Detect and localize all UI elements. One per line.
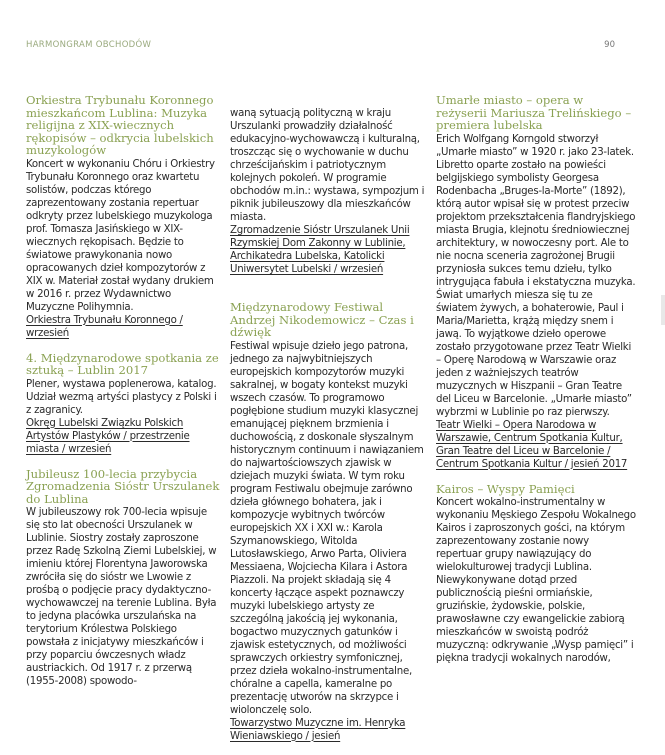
article-body: Erich Wolfgang Korngold stworzył „Umarłe miasto” w 1920 r. jako 23-latek. Libretto oparte zostało na powieści belgijskiego symbolisty Georgesa Rodenbacha „Bruges-la-Morte” (1892), którą autor wpisał się w protest przeciw projektom przekształcenia flandryjskiego miasta Brugia, klejnotu średniowiecznej architektury, w nowoczesny port. Ale to nie nocna sceneria zagrożonej Brugii przyniosła sukces temu dziełu, tylko intrygująca fabuła i ekstatyczna muzyka. Świat umarłych miesza się tu ze światem żywych, a bohaterowie, Paul i Maria/Marietta, krążą między snem i jawą. To wyjątkowe dzieło operowe zostało przygotowane przez Teatr Wielki – Operę Narodową w Warszawie oraz jeden z ważniejszych teatrów muzycznych w Hiszpanii – Gran Teatre del Liceu w Barcelonie. „Umarłe miasto” wybrzmi w Lublinie po raz pierwszy. — [436, 133, 636, 418]
article-heading: Międzynarodowy Festiwal Andrzej Nikodemowicz – Czas i dźwięk — [230, 300, 414, 339]
column-1 — [26, 94, 222, 700]
article-umarle-miasto — [436, 94, 636, 471]
article-festiwal — [230, 301, 426, 743]
page-edge-mark — [661, 295, 665, 325]
page-number: 90 — [604, 40, 615, 50]
article-body: Plener, wystawa poplenerowa, katalog. Udział wezmą artyści plastycy z Polski i z zagranicy. — [26, 378, 217, 416]
article-credit-link[interactable]: Okręg Lubelski Związku Polskich Artystów Plastyków / przestrzenie miasta / wrzesień — [26, 417, 190, 455]
article-body: Festiwal wpisuje dzieło jego patrona, jednego za najwybitniejszych europejskich kompozytorów muzyki sakralnej, w bogaty kontekst muzyki wszech czasów. To programowo pogłębione studium muzyki klasycznej emanującej pięknem brzmienia i duchowością, z doskonale słyszalnym historycznym continuum i nawiązaniem do najwartościowszych zjawisk w dziejach muzyki świata. W tym roku program Festiwalu obejmuje zarówno dzieła głównego bohatera, jak i kompozycje wybitnych twórców europejskich XX i XXI w.: Karola Szymanowskiego, Witolda Lutosławskiego, Arwo Parta, Oliviera Messiaena, Wojciecha Kilara i Astora Piazzoli. Na projekt składają się 4 koncerty łączące aspekt poznawczy muzyki lubelskiego artysty ze szczególną jakością jej wykonania, bogactwo muzycznych gatunków i zjawisk estetycznych, od możliwości sprawczych orkiestry symfonicznej, przez dzieła wokalno-instrumentalne, chóralne a capella, kameralne po prezentację utworów na skrzypce i wiolonczelę solo. — [230, 340, 424, 716]
article-credit-link[interactable]: Zgromadzenie Sióstr Urszulanek Unii Rzymskiej Dom Zakonny w Lublinie, Archikatedra Lubelska, Katolicki Uniwersytet Lubelski / wrzesień — [230, 225, 410, 275]
article-kairos — [436, 483, 636, 666]
continuation-body: waną sytuacją polityczną w kraju Urszulanki prowadziły działalność edukacyjno-wychowawczą i kulturalną, troszcząc się o wychowanie w duchu chrześcijańskim i patriotycznym kolejnych pokoleń. W programie obchodów m.in.: wystawa, sympozjum i piknik jubileuszowy dla mieszkańców miasta. — [230, 108, 425, 223]
article-heading: Umarłe miasto – opera w reżyserii Mariusza Trelińskiego – premiera lubelska — [436, 93, 632, 132]
column-3 — [436, 94, 636, 677]
article-heading: Jubileusz 100-lecia przybycia Zgromadzenia Sióstr Urszulanek do Lublina — [26, 466, 220, 506]
article-orkiestra — [26, 94, 222, 340]
article-body: Koncert w wykonaniu Chóru i Orkiestry Trybunału Koronnego oraz kwartetu solistów, podczas którego zaprezentowany zostania repertuar odkryty przez lubelskiego muzykologa prof. Tomasza Jasińskiego w XIX-wiecznych rękopisach. Będzie to światowe prawykonania nowo opracowanych dzieł kompozytorów z XIX w. Materiał został wydany drukiem w 2016 r. przez Wydawnictwo Muzyczne Polihymnia. — [26, 158, 215, 313]
article-credit-link[interactable]: Orkiestra Trybunału Koronnego / wrzesień — [26, 314, 183, 339]
article-credit-link[interactable]: Teatr Wielki – Opera Narodowa w Warszawie, Centrum Spotkania Kultur, Gran Teatre del Liceu w Barcelonie / Centrum Spotkania Kultur / jesień 2017 — [436, 419, 628, 470]
running-head: HARMONGRAM OBCHODÓW — [26, 40, 152, 50]
article-credit-link[interactable]: Towarzystwo Muzyczne im. Henryka Wieniawskiego / jesień — [230, 717, 406, 742]
column-2 — [230, 94, 426, 755]
article-continuation — [230, 94, 426, 289]
article-heading: 4. Międzynarodowe spotkania ze sztuką – Lublin 2017 — [26, 350, 219, 377]
article-body: Koncert wokalno-instrumentalny w wykonaniu Męskiego Zespołu Wokalnego Kairos i zaproszonych gości, na którym zaprezentowany zostanie nowy repertuar grupy nawiązujący do wielokulturowej tradycji Lublina. Niewykonywane dotąd przed publicznością pieśni ormiańskie, gruzińskie, żydowskie, polskie, prawosławne czy ewangelickie zabiorą mieszkańców w swoistą podróż muzyczną: odkrywanie „Wysp pamięci” i piękna tradycji wokalnych narodów, — [436, 497, 636, 664]
article-body: W jubileuszowy rok 700-lecia wpisuje się sto lat obecności Urszulanek w Lublinie. Siostry zostały zaproszone przez Radę Szkolną Ziemi Lubelskiej, w imieniu której Florentyna Jaworowska zwróciła się do sióstr we Lwowie z prośbą o podjęcie pracy dydaktyczno-wychowawczej na terenie Lublina. Była to jedyna placówka urszulańska na terytorium Królestwa Polskiego powstała z inicjatywy mieszkańców i przy poparciu ówczesnych władz austriackich. Od 1917 r. z przerwą (1955-2008) spowodo- — [26, 507, 217, 687]
article-spotkania — [26, 352, 222, 456]
article-heading: Orkiestra Trybunału Koronnego mieszkańcom Lublina: Muzyka religijna z XIX-wiecznych rękopisów – odkrycia lubelskich muzykologów — [26, 93, 214, 157]
article-jubileusz — [26, 468, 222, 689]
article-heading: Kairos – Wyspy Pamięci — [436, 481, 575, 496]
